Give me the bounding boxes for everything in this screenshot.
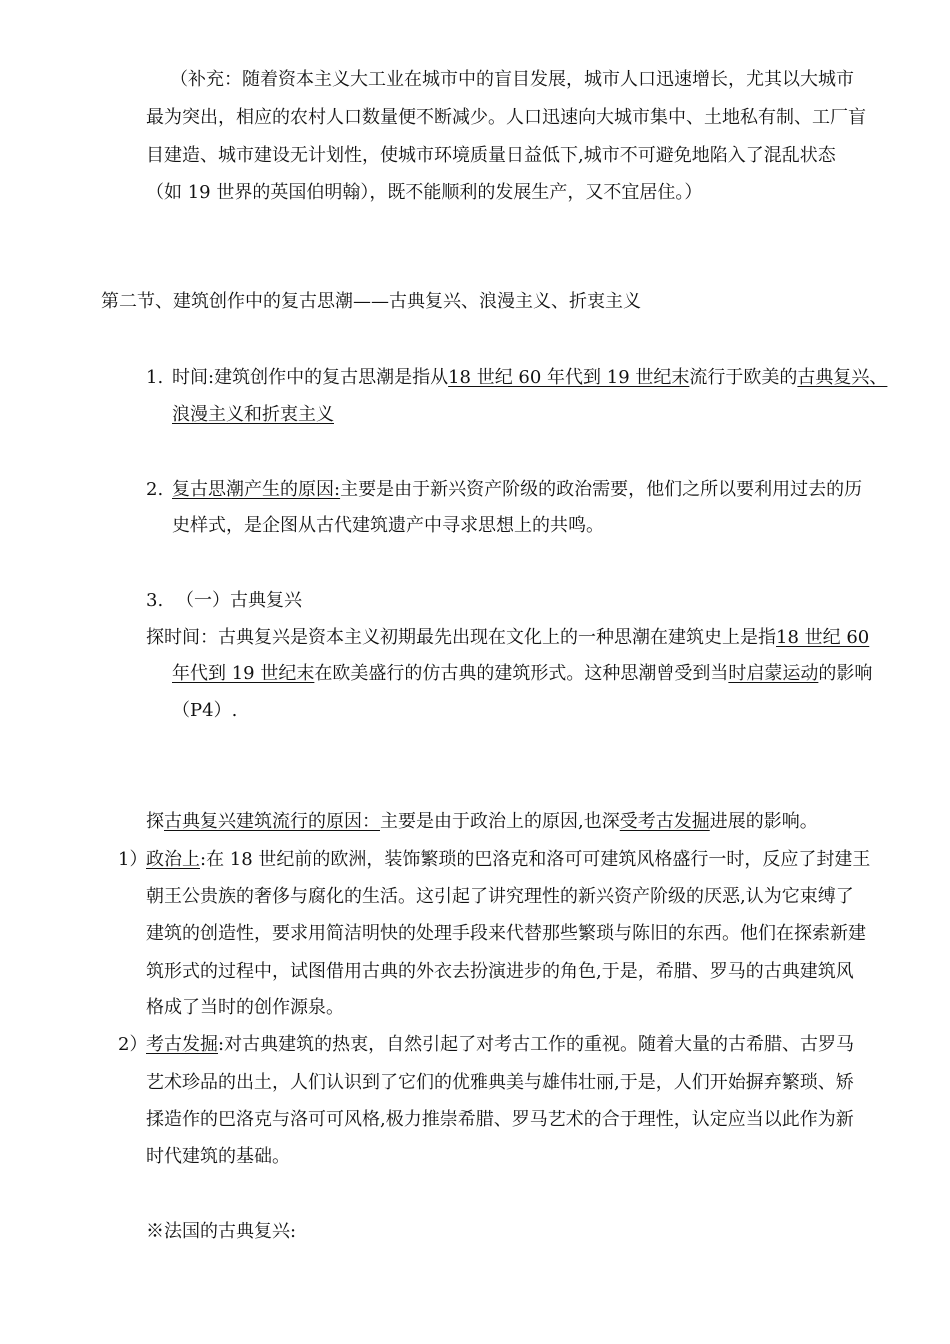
politics-line-5: 格成了当时的创作源泉。 — [146, 997, 344, 1018]
item-1-styles-a: 古典复兴、 — [797, 367, 888, 388]
item-3-text-a: 探时间：古典复兴是资本主义初期最先出现在文化上的一种思潮在建筑史上是指 — [146, 627, 776, 648]
politics-label: 政治上 — [146, 849, 200, 870]
supplement-line-3: 目建造、城市建设无计划性，使城市环境质量日益低下,城市不可避免地陷入了混乱状态 — [146, 145, 836, 166]
item-1-text-a: 时间:建筑创作中的复古思潮是指从 — [172, 367, 449, 388]
reasons-text-e: 进展的影响。 — [709, 811, 818, 832]
item-1-line-1 — [172, 366, 887, 390]
section-title: 第二节、建筑创作中的复古思潮——古典复兴、浪漫主义、折衷主义 — [101, 291, 641, 312]
politics-number: 1） — [118, 849, 148, 870]
archaeology-text-1: :对古典建筑的热衷，自然引起了对考古工作的重视。随着大量的古希腊、古罗马 — [218, 1034, 855, 1055]
archaeology-number: 2） — [118, 1034, 148, 1055]
supplement-line-1: （补充：随着资本主义大工业在城市中的盲目发展，城市人口迅速增长，尤其以大城市 — [170, 69, 854, 90]
archaeology-line-2: 艺术珍品的出土，人们认识到了它们的优雅典美与雄伟壮丽,于是，人们开始摒弃繁琐、矫 — [146, 1072, 854, 1093]
item-3-period-a: 18 世纪 60 — [776, 627, 870, 648]
item-1-number: 1. — [146, 367, 164, 388]
archaeology-line-1 — [146, 1033, 854, 1057]
archaeology-line-3: 揉造作的巴洛克与洛可可风格,极力推崇希腊、罗马艺术的合于理性，认定应当以此作为新 — [146, 1109, 854, 1130]
item-3-text-f: 的影响 — [818, 663, 873, 684]
reasons-text-c: 主要是由于政治上的原因,也深 — [380, 811, 620, 832]
item-1-text-c: 流行于欧美的 — [689, 367, 798, 388]
politics-line-1 — [146, 848, 870, 872]
item-1-styles-b: 浪漫主义和折衷主义 — [172, 404, 334, 425]
item-2-line-2: 史样式，是企图从古代建筑遗产中寻求思想上的共鸣。 — [172, 515, 604, 536]
item-3-line-1 — [146, 626, 869, 650]
item-3-line-2 — [172, 662, 872, 686]
reasons-archaeology: 受考古发掘 — [619, 811, 710, 832]
reasons-label: 古典复兴建筑流行的原因： — [164, 811, 380, 832]
item-3-text-d: 在欧美盛行的仿古典的建筑形式。这种思潮曾受到当 — [314, 663, 729, 684]
politics-line-4: 筑形式的过程中，试图借用古典的外衣去扮演进步的角色,于是，希腊、罗马的古典建筑风 — [146, 961, 854, 982]
politics-line-2: 朝王公贵族的奢侈与腐化的生活。这引起了讲究理性的新兴资产阶级的厌恶,认为它束缚了 — [146, 886, 854, 907]
archaeology-label: 考古发掘 — [146, 1034, 218, 1055]
politics-line-3: 建筑的创造性，要求用简洁明快的处理手段来代替那些繁琐与陈旧的东西。他们在探索新建 — [146, 923, 866, 944]
item-2-number: 2. — [146, 479, 164, 500]
item-1-period: 18 世纪 60 年代到 19 世纪末 — [448, 367, 690, 388]
item-3-enlightenment: 时启蒙运动 — [728, 663, 819, 684]
supplement-line-4: （如 19 世界的英国伯明翰），既不能顺利的发展生产，又不宜居住。） — [146, 182, 703, 203]
item-3-heading: （一）古典复兴 — [176, 590, 302, 611]
item-2-line-1 — [172, 478, 862, 502]
item-3-number: 3. — [146, 590, 164, 611]
item-2-label: 复古思潮产生的原因: — [172, 479, 341, 500]
item-3-period-b: 年代到 19 世纪末 — [172, 663, 315, 684]
item-3-line-3: （P4）. — [172, 700, 238, 721]
reasons-line — [146, 810, 818, 834]
france-heading: ※法国的古典复兴: — [146, 1221, 297, 1242]
supplement-line-2: 最为突出，相应的农村人口数量便不断减少。人口迅速向大城市集中、土地私有制、工厂盲 — [146, 107, 866, 128]
reasons-text-a: 探 — [146, 811, 164, 832]
item-1-line-2 — [172, 403, 334, 427]
politics-text-1: :在 18 世纪前的欧洲，装饰繁琐的巴洛克和洛可可建筑风格盛行一时，反应了封建王 — [200, 849, 871, 870]
item-2-text-b: 主要是由于新兴资产阶级的政治需要，他们之所以要利用过去的历 — [340, 479, 863, 500]
archaeology-line-4: 时代建筑的基础。 — [146, 1146, 290, 1167]
